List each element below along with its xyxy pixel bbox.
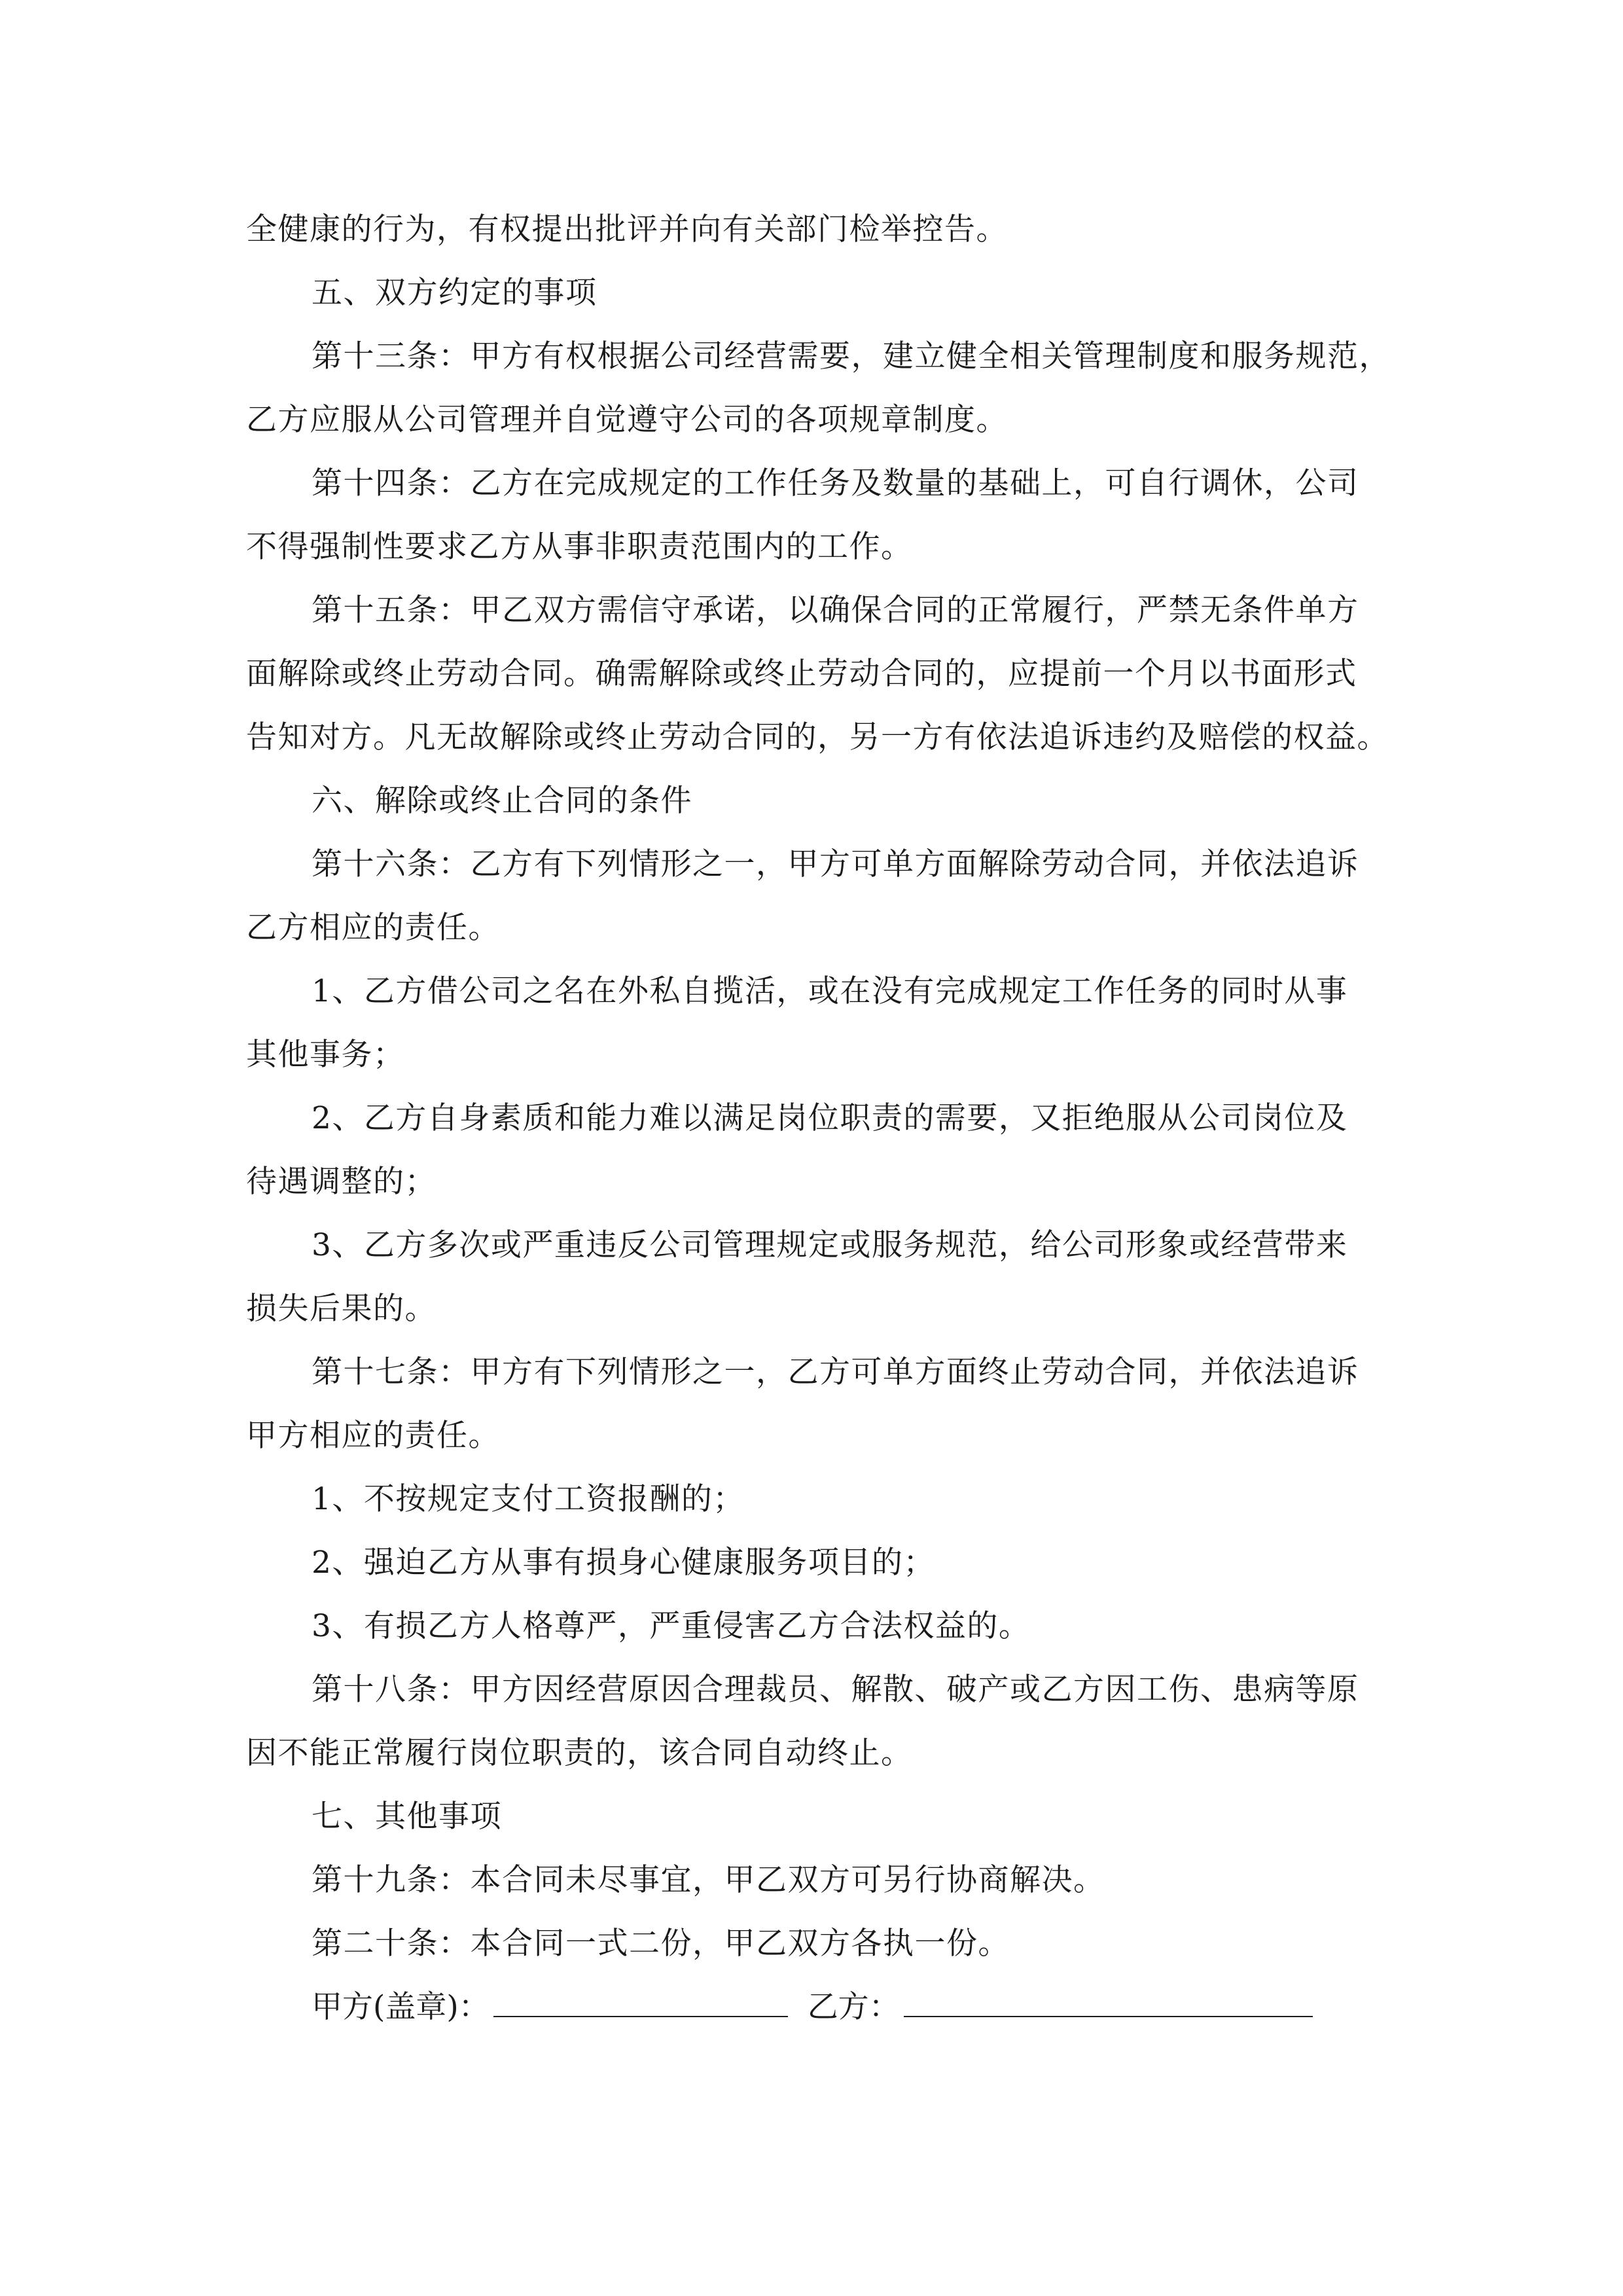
document-page xyxy=(246,198,1391,2039)
text-line: 甲方相应的责任。 xyxy=(246,1418,500,1454)
text-line: 第十六条：乙方有下列情形之一，甲方可单方面解除劳动合同，并依法追诉 xyxy=(312,846,1359,882)
text-line: 第十八条：甲方因经营原因合理裁员、解散、破产或乙方因工伤、患病等原 xyxy=(312,1672,1359,1708)
text-line: 1、乙方借公司之名在外私自揽活，或在没有完成规定工作任务的同时从事 xyxy=(312,973,1348,1009)
document-body xyxy=(246,198,1391,1975)
text-line: 不得强制性要求乙方从事非职责范围内的工作。 xyxy=(246,529,913,565)
text-line: 面解除或终止劳动合同。确需解除或终止劳动合同的，应提前一个月以书面形式 xyxy=(246,656,1357,692)
text-line: 第十五条：甲乙双方需信守承诺，以确保合同的正常履行，严禁无条件单方 xyxy=(312,592,1359,628)
text-line: 3、乙方多次或严重违反公司管理规定或服务规范，给公司形象或经营带来 xyxy=(312,1227,1348,1263)
signature-row xyxy=(246,1975,1378,2039)
text-line: 第十四条：乙方在完成规定的工作任务及数量的基础上，可自行调休，公司 xyxy=(312,465,1359,501)
text-line: 五、双方约定的事项 xyxy=(312,275,597,311)
text-line: 全健康的行为，有权提出批评并向有关部门检举控告。 xyxy=(246,211,1008,247)
text-line: 其他事务； xyxy=(246,1037,405,1073)
party-b-label: 乙方： xyxy=(807,1989,900,2025)
party-a-signature-blank xyxy=(493,1990,788,2017)
text-line: 乙方相应的责任。 xyxy=(246,910,500,946)
text-line: 第二十条：本合同一式二份，甲乙双方各执一份。 xyxy=(312,1926,1010,1962)
text-line: 第十七条：甲方有下列情形之一，乙方可单方面终止劳动合同，并依法追诉 xyxy=(312,1354,1359,1390)
text-line: 3、有损乙方人格尊严，严重侵害乙方合法权益的。 xyxy=(312,1608,1031,1644)
text-line: 告知对方。凡无故解除或终止劳动合同的，另一方有依法追诉违约及赔偿的权益。 xyxy=(246,719,1389,755)
text-line: 损失后果的。 xyxy=(246,1291,437,1327)
party-b-signature-blank xyxy=(904,1990,1313,2017)
text-line: 因不能正常履行岗位职责的，该合同自动终止。 xyxy=(246,1735,913,1771)
party-a-label: 甲方(盖章)： xyxy=(312,1989,490,2025)
text-line: 第十九条：本合同未尽事宜，甲乙双方可另行协商解决。 xyxy=(312,1862,1105,1898)
text-line: 2、乙方自身素质和能力难以满足岗位职责的需要，又拒绝服从公司岗位及 xyxy=(312,1100,1348,1136)
text-line: 第十三条：甲方有权根据公司经营需要，建立健全相关管理制度和服务规范， xyxy=(312,338,1391,374)
text-line: 六、解除或终止合同的条件 xyxy=(312,783,692,819)
text-line: 七、其他事项 xyxy=(312,1799,502,1835)
text-line: 1、不按规定支付工资报酬的； xyxy=(312,1481,745,1517)
text-line: 乙方应服从公司管理并自觉遵守公司的各项规章制度。 xyxy=(246,402,1008,438)
text-line: 待遇调整的； xyxy=(246,1164,437,1200)
text-line: 2、强迫乙方从事有损身心健康服务项目的； xyxy=(312,1545,935,1581)
